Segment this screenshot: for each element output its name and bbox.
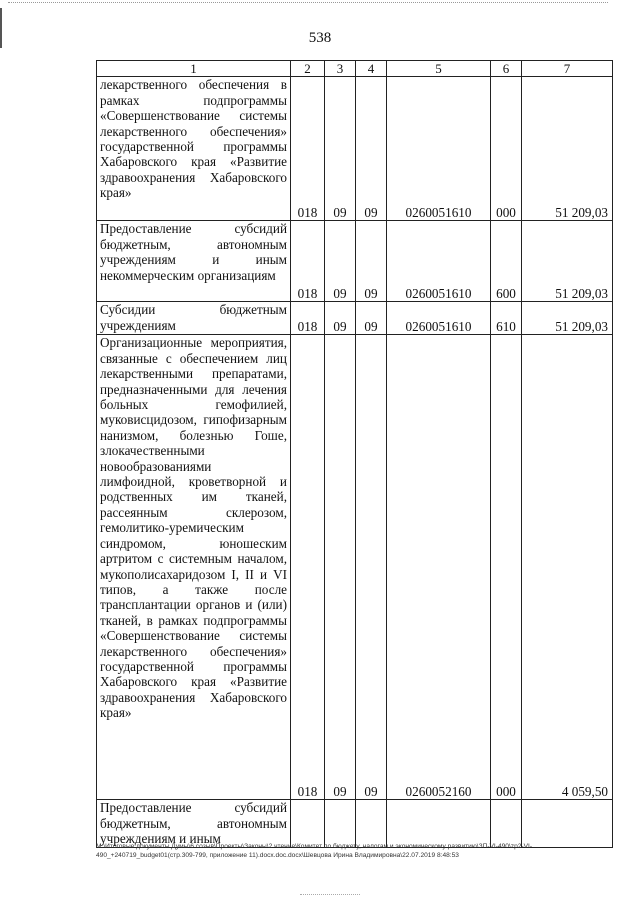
column-header: 7 <box>522 61 613 77</box>
cell-ministry-code: 018 <box>291 221 325 302</box>
row-description: Субсидии бюджетным учреждениям <box>97 302 291 335</box>
cell-amount <box>522 800 613 847</box>
cell-target-article: 0260051610 <box>387 302 491 335</box>
cell-target-article: 0260051610 <box>387 221 491 302</box>
cell-expense-type <box>491 800 522 847</box>
table-row <box>97 302 613 335</box>
budget-table <box>96 60 613 848</box>
row-description: лекарственного обеспечения в рамках подпрограммы «Совершенствование системы лекарственного обеспечения» государственной программы Хабаровского края «Развитие здравоохранения Хабаровского края» <box>97 77 291 221</box>
cell-amount: 51 209,03 <box>522 77 613 221</box>
page-number: 538 <box>308 30 332 46</box>
cell-target-article: 0260052160 <box>387 335 491 800</box>
row-description: Организационные мероприятия, связанные с обеспечением лиц лекарственными препаратами, предназначенными для лечения больных гемофилией, муковисцидозом, гипофизарным нанизмом, болезнью Гоше, злокачественными новообразованиями лимфоидной, кроветворной и родственных им тканей, рассеянным склерозом, гемолитико-уремическим синдромом, юношеским артритом с системным началом, мукополисахаридозом I, II и VI типов, а также после трансплантации органов и (или) тканей, в рамках подпрограммы «Совершенствование системы лекарственного обеспечения» государственной программы Хабаровского края «Развитие здравоохранения Хабаровского края» <box>97 335 291 800</box>
cell-amount: 51 209,03 <box>522 302 613 335</box>
cell-expense-type: 610 <box>491 302 522 335</box>
cell-subsection: 09 <box>356 302 387 335</box>
cell-ministry-code: 018 <box>291 77 325 221</box>
column-header: 5 <box>387 61 491 77</box>
cell-subsection: 09 <box>356 77 387 221</box>
column-header: 6 <box>491 61 522 77</box>
cell-section <box>325 800 356 847</box>
table-header-row <box>97 61 613 77</box>
cell-section: 09 <box>325 302 356 335</box>
table-row <box>97 335 613 800</box>
column-header: 1 <box>97 61 291 77</box>
row-description: Предоставление субсидий бюджетным, автономным учреждениям и иным <box>97 800 291 847</box>
cell-subsection: 09 <box>356 335 387 800</box>
cell-expense-type: 000 <box>491 335 522 800</box>
cell-section: 09 <box>325 335 356 800</box>
cell-ministry-code <box>291 800 325 847</box>
file-path-footer: M:\Итоговые документы Думы\6 созыв\Проекты\Законы\2 чтение\Комитет по бюджету, налогам и экономическому развитию\ЗП-VI-490\zp2-VI-490_+240719_budget01(стр.309-799, приложение 11).docx.doc.docx\Шевцова Ирина Владимировна\22.07.2019 8:48:53 <box>96 843 533 859</box>
cell-expense-type: 600 <box>491 221 522 302</box>
cell-subsection <box>356 800 387 847</box>
cell-section: 09 <box>325 77 356 221</box>
scan-artifact-top <box>8 2 608 4</box>
column-header: 2 <box>291 61 325 77</box>
column-header: 4 <box>356 61 387 77</box>
row-description: Предоставление субсидий бюджетным, автономным учреждениям и иным некоммерческим организациям <box>97 221 291 302</box>
cell-section: 09 <box>325 221 356 302</box>
table-row <box>97 221 613 302</box>
cell-amount: 51 209,03 <box>522 221 613 302</box>
column-header: 3 <box>325 61 356 77</box>
cell-target-article <box>387 800 491 847</box>
cell-ministry-code: 018 <box>291 335 325 800</box>
scan-artifact-bottom <box>300 894 360 896</box>
cell-target-article: 0260051610 <box>387 77 491 221</box>
table-row <box>97 77 613 221</box>
cell-expense-type: 000 <box>491 77 522 221</box>
cell-subsection: 09 <box>356 221 387 302</box>
table-row <box>97 800 613 847</box>
cell-amount: 4 059,50 <box>522 335 613 800</box>
cell-ministry-code: 018 <box>291 302 325 335</box>
